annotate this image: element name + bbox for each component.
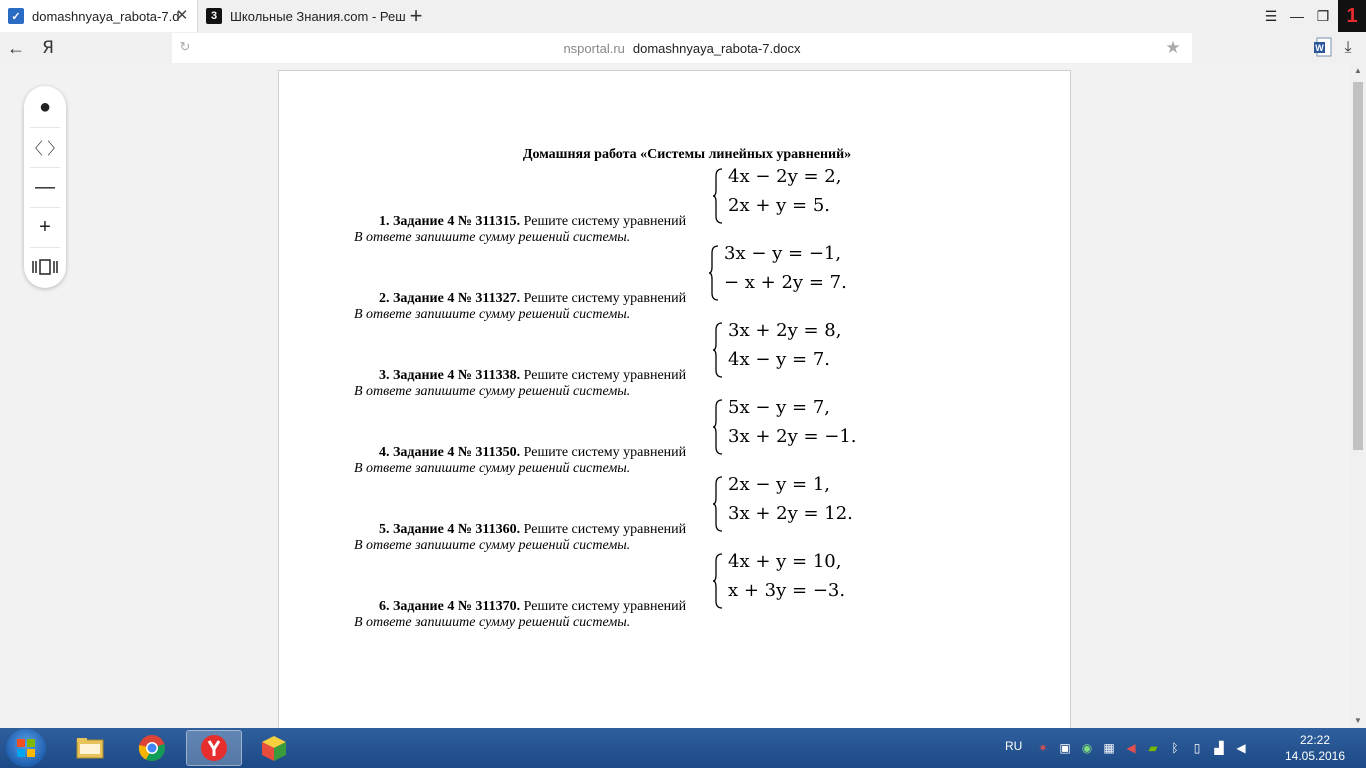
zoom-out-button[interactable]: —: [35, 175, 55, 198]
task-number: 6. Задание 4 № 311370.: [379, 599, 521, 614]
url-text: [172, 38, 1192, 57]
taskbar: [0, 728, 1366, 768]
znanija-icon: 3: [206, 8, 222, 24]
brace-icon: [708, 245, 720, 301]
fit-page-button[interactable]: [24, 248, 66, 286]
explorer-app[interactable]: [62, 730, 118, 766]
volume-muted-icon[interactable]: ◀: [1126, 741, 1136, 755]
task-number: 1. Задание 4 № 311315.: [379, 214, 521, 229]
chevron-left-icon[interactable]: 〈: [26, 140, 43, 158]
task-number: 3. Задание 4 № 311338.: [379, 368, 521, 383]
chevron-right-icon[interactable]: 〉: [47, 140, 64, 158]
brace-icon: [712, 168, 724, 224]
close-icon[interactable]: ✕: [175, 7, 189, 24]
tab-title: Школьные Знания.com - Реш: [230, 8, 406, 24]
task-label: [379, 214, 686, 230]
clock-time: 22:22: [1299, 733, 1331, 747]
equation: 4x + y = 10,: [728, 551, 842, 572]
document-page: [278, 70, 1071, 750]
equation: 2x − y = 1,: [728, 474, 830, 495]
task-text: Решите систему уравнений: [523, 522, 687, 537]
equation: 3x + 2y = 12.: [728, 503, 853, 524]
zoom-in-button[interactable]: +: [39, 215, 51, 238]
svg-text:W: W: [1315, 43, 1324, 53]
folder-icon: [75, 736, 105, 760]
brace-icon: [712, 476, 724, 532]
equation: 4x − y = 7.: [728, 349, 830, 370]
language-indicator[interactable]: RU: [1005, 739, 1023, 753]
task-label: [379, 599, 686, 615]
task-label: [379, 368, 686, 384]
equation: x + 3y = −3.: [728, 580, 846, 601]
task-item: [279, 318, 1072, 399]
restore-button[interactable]: ❐: [1316, 7, 1330, 24]
vertical-scrollbar[interactable]: [1350, 64, 1366, 728]
clock[interactable]: [1280, 732, 1350, 764]
chrome-app[interactable]: [124, 730, 180, 766]
task-number: 4. Задание 4 № 311350.: [379, 445, 521, 460]
task-label: [379, 445, 686, 461]
task-item: [279, 549, 1072, 630]
back-button[interactable]: ←: [7, 38, 25, 58]
brace-icon: [712, 553, 724, 609]
brace-icon: [712, 399, 724, 455]
task-hint: В ответе запишите сумму решений системы.: [354, 461, 631, 476]
zoom-panel: [24, 86, 66, 288]
rubik-cube-icon: [260, 734, 288, 762]
bookmark-star-icon[interactable]: ★: [1165, 38, 1181, 57]
minimize-button[interactable]: —: [1290, 8, 1304, 24]
task-text: Решите систему уравнений: [523, 214, 687, 229]
brace-icon: [712, 322, 724, 378]
windows-icon: [16, 738, 36, 758]
scroll-up-icon[interactable]: ▲: [1354, 66, 1362, 75]
new-tab-button[interactable]: +: [409, 3, 423, 28]
dot-icon[interactable]: ●: [38, 95, 52, 118]
clock-date: 14.05.2016: [1284, 749, 1346, 763]
equation: 3x + 2y = −1.: [728, 426, 857, 447]
task-text: Решите систему уравнений: [523, 291, 687, 306]
task-text: Решите систему уравнений: [523, 445, 687, 460]
tray-app-icon[interactable]: ▣: [1059, 741, 1071, 755]
notification-badge[interactable]: 1: [1338, 0, 1366, 32]
task-hint: В ответе запишите сумму решений системы.: [354, 307, 631, 322]
task-number: 2. Задание 4 № 311327.: [379, 291, 521, 306]
task-item: [279, 472, 1072, 553]
task-hint: В ответе запишите сумму решений системы.: [354, 230, 631, 245]
task-text: Решите систему уравнений: [523, 599, 687, 614]
task-item: [279, 395, 1072, 476]
equation: 5x − y = 7,: [728, 397, 830, 418]
nvidia-icon[interactable]: ▰: [1148, 741, 1158, 755]
cube-app[interactable]: [246, 730, 302, 766]
bluetooth-icon[interactable]: ᛒ: [1171, 741, 1179, 755]
yandex-app[interactable]: [186, 730, 242, 766]
task-hint: В ответе запишите сумму решений системы.: [354, 538, 631, 553]
tab-document[interactable]: [0, 0, 198, 32]
tray-app-icon[interactable]: ✶: [1037, 741, 1049, 755]
tray-app-icon[interactable]: ▦: [1103, 741, 1115, 755]
equation: 2x + y = 5.: [728, 195, 830, 216]
task-label: [379, 522, 686, 538]
equation: 3x − y = −1,: [724, 243, 842, 264]
document-viewer: [0, 64, 1350, 728]
tab-bar: [0, 0, 1366, 32]
download-icon[interactable]: ⤓: [1344, 39, 1352, 56]
reload-icon[interactable]: ↻: [179, 39, 191, 54]
fit-page-icon: [31, 259, 59, 275]
word-icon[interactable]: [1313, 37, 1333, 59]
yandex-icon: [200, 734, 228, 762]
task-item: [279, 241, 1072, 322]
check-icon: ✓: [8, 8, 24, 24]
equation: 3x + 2y = 8,: [728, 320, 842, 341]
system-tray: [1036, 740, 1248, 756]
menu-icon[interactable]: ☰: [1264, 7, 1278, 24]
task-number: 5. Задание 4 № 311360.: [379, 522, 521, 537]
address-row: [0, 32, 1366, 64]
tab-title: domashnyaya_rabota-7.d: [32, 8, 180, 24]
battery-icon[interactable]: ▯: [1193, 741, 1201, 755]
scroll-thumb[interactable]: [1353, 82, 1363, 450]
page-title: Домашняя работа «Системы линейных уравнений»: [522, 147, 852, 162]
task-hint: В ответе запишите сумму решений системы.: [354, 615, 631, 630]
volume-icon[interactable]: ◀: [1236, 741, 1246, 755]
url-host: nsportal.ru: [563, 40, 625, 56]
task-hint: В ответе запишите сумму решений системы.: [354, 384, 631, 399]
signal-icon[interactable]: ▟: [1214, 741, 1224, 755]
task-text: Решите систему уравнений: [523, 368, 687, 383]
task-item: [279, 164, 1072, 245]
start-button[interactable]: [6, 729, 46, 767]
address-bar[interactable]: [172, 33, 1192, 63]
yandex-button[interactable]: Я: [42, 38, 54, 58]
tab-znanija[interactable]: [198, 0, 406, 32]
page-nav-button[interactable]: [24, 128, 66, 166]
task-label: [379, 291, 686, 307]
scroll-down-icon[interactable]: ▼: [1354, 716, 1362, 725]
tray-app-icon[interactable]: ◉: [1081, 741, 1093, 755]
equation: − x + 2y = 7.: [724, 272, 847, 293]
equation: 4x − 2y = 2,: [728, 166, 842, 187]
url-path: domashnyaya_rabota-7.docx: [632, 40, 801, 56]
chrome-icon: [138, 734, 166, 762]
